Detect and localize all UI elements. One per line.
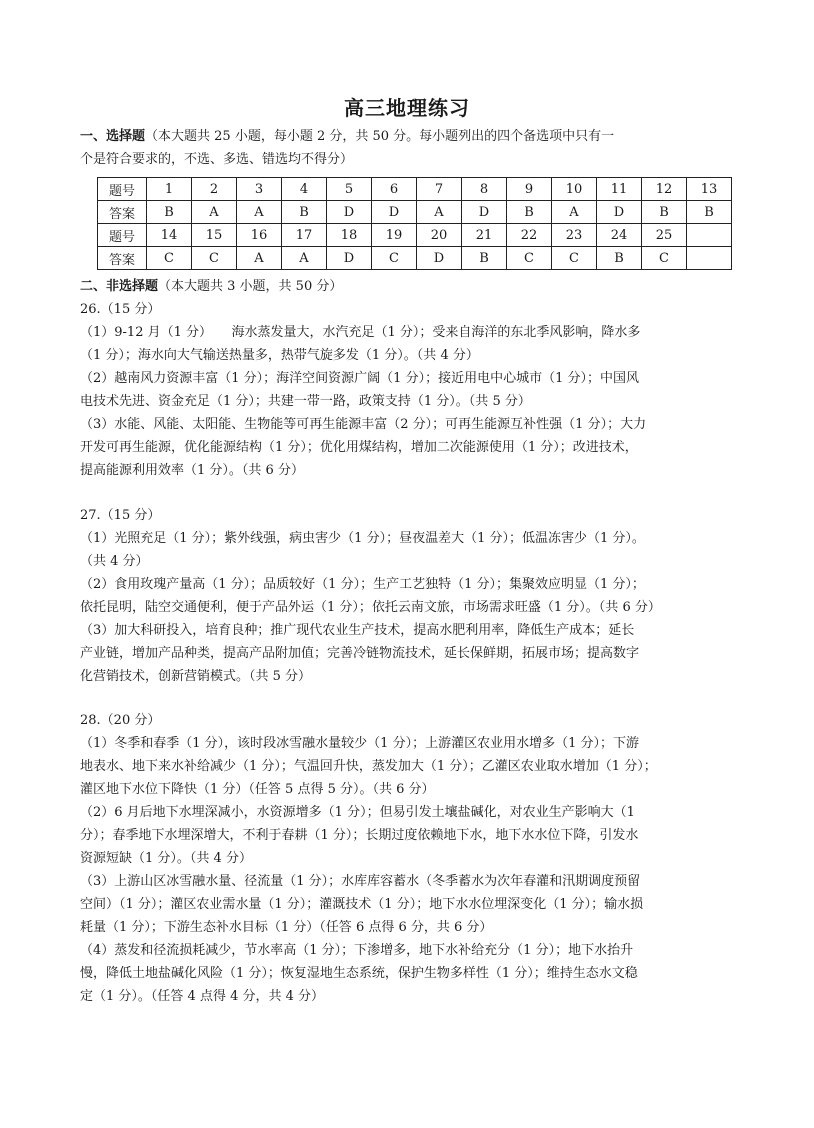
question-number-cell: 1 xyxy=(147,178,192,201)
answer-cell: C xyxy=(552,247,597,270)
row-header-cell: 题号 xyxy=(98,178,147,201)
answer-cell: C xyxy=(192,247,237,270)
answer-cell: D xyxy=(597,201,642,224)
answer-cell: D xyxy=(372,201,417,224)
answer-cell: C xyxy=(507,247,552,270)
q28-text-line: 灌区地下水位下降快（1 分）（任答 5 点得 5 分）。（共 6 分） xyxy=(80,782,435,797)
answer-table-row xyxy=(98,178,732,201)
answer-cell: B xyxy=(597,247,642,270)
question-number-cell: 8 xyxy=(462,178,507,201)
answer-table-row xyxy=(98,201,732,224)
q27-text-line: 产业链，增加产品种类，提高产品附加值；完善冷链物流技术，延长保鲜期，拓展市场；提高数字 xyxy=(80,646,640,661)
question-number-cell: 2 xyxy=(192,178,237,201)
question-number-cell: 23 xyxy=(552,224,597,247)
q27-text-line: （共 4 分） xyxy=(80,554,149,569)
q27-text-line: （1）光照充足（1 分）；紫外线强，病虫害少（1 分）；昼夜温差大（1 分）；低温冻害少（1 分）。 xyxy=(80,531,645,546)
q28-text-line: （4）蒸发和径流损耗减少，节水率高（1 分）；下渗增多，地下水补给充分（1 分）；地下水抬升 xyxy=(80,943,634,958)
answer-cell: B xyxy=(642,201,687,224)
question-number-cell: 6 xyxy=(372,178,417,201)
q27-text-line: 化营销技术，创新营销模式。（共 5 分） xyxy=(80,669,312,684)
answer-cell: A xyxy=(552,201,597,224)
q26-text-line: （2）越南风力资源丰富（1 分）；海洋空间资源广阔（1 分）；接近用电中心城市（1 分）；中国风 xyxy=(80,371,639,386)
q28-text-line: 耗量（1 分）；下游生态补水目标（1 分）（任答 6 点得 6 分，共 6 分） xyxy=(80,920,493,935)
q28-text-line: 定（1 分）。（任答 4 点得 4 分，共 4 分） xyxy=(80,989,325,1004)
question-number-cell: 14 xyxy=(147,224,192,247)
page-title: 高三地理练习 xyxy=(344,96,470,120)
question-number-cell: 5 xyxy=(327,178,372,201)
section1-intro-line1 xyxy=(80,126,736,149)
q27-text-line: （3）加大科研投入，培育良种；推广现代农业生产技术，提高水肥利用率，降低生产成本；延长 xyxy=(80,623,635,638)
q27-text-line: （2）食用玫瑰产量高（1 分）；品质较好（1 分）；生产工艺独特（1 分）；集聚效应明显（1 分）； xyxy=(80,577,645,592)
question-number-cell: 16 xyxy=(237,224,282,247)
question-number-cell: 24 xyxy=(597,224,642,247)
answer-cell: D xyxy=(327,247,372,270)
question-number-cell: 11 xyxy=(597,178,642,201)
answer-cell: C xyxy=(642,247,687,270)
question-number-cell: 17 xyxy=(282,224,327,247)
q28-text-line: 空间）（1 分）；灌区农业需水量（1 分）；灌溉技术（1 分）；地下水水位埋深变化（1 分）；输水损 xyxy=(80,897,644,912)
q28-text-line: 资源短缺（1 分）。（共 4 分） xyxy=(80,851,252,866)
q26-text-line: 提高能源利用效率（1 分）。（共 6 分） xyxy=(80,463,304,478)
question-number-cell: 3 xyxy=(237,178,282,201)
question-number-cell: 10 xyxy=(552,178,597,201)
q26-text-line: 电技术先进、资金充足（1 分）；共建一带一路，政策支持（1 分）。（共 5 分） xyxy=(80,394,531,409)
answer-cell: B xyxy=(687,201,732,224)
question-number-cell: 20 xyxy=(417,224,462,247)
answer-table xyxy=(97,177,732,270)
answer-cell xyxy=(687,247,732,270)
answer-cell: A xyxy=(237,201,282,224)
question-number-cell: 15 xyxy=(192,224,237,247)
question-number-cell: 12 xyxy=(642,178,687,201)
q26-text-line: 开发可再生能源，优化能源结构（1 分）；优化用煤结构，增加二次能源使用（1 分）；改进技术， xyxy=(80,440,638,455)
section1-desc-line1: （本大题共 25 小题，每小题 2 分，共 50 分。每小题列出的四个备选项中只有一 xyxy=(145,129,615,144)
question-number-cell: 22 xyxy=(507,224,552,247)
q28-text-line: 慢，降低土地盐碱化风险（1 分）；恢复湿地生态系统，保护生物多样性（1 分）；维持生态水文稳 xyxy=(80,966,638,981)
q26-text-line: （3）水能、风能、太阳能、生物能等可再生能源丰富（2 分）；可再生能源互补性强（1 分）；大力 xyxy=(80,417,647,432)
section1-heading: 一、选择题 xyxy=(80,129,146,144)
section1-desc-line2: 个是符合要求的，不选、多选、错选均不得分） xyxy=(80,152,354,167)
answer-cell: A xyxy=(192,201,237,224)
answer-cell: A xyxy=(417,201,462,224)
question-number-cell: 9 xyxy=(507,178,552,201)
question-number-cell: 21 xyxy=(462,224,507,247)
q26-text-line: （1）9-12 月（1 分） 海水蒸发量大，水汽充足（1 分）；受来自海洋的东北季风影响，降水多 xyxy=(80,325,641,340)
answer-cell: B xyxy=(462,247,507,270)
row-header-cell: 答案 xyxy=(98,247,147,270)
question-number-cell: 19 xyxy=(372,224,417,247)
q28-text-line: 分）；春季地下水埋深增大，不利于春耕（1 分）；长期过度依赖地下水，地下水水位下降，引发水 xyxy=(80,828,639,843)
q27-text-line: 依托昆明，陆空交通便利，便于产品外运（1 分）；依托云南文旅，市场需求旺盛（1 分）。（共 6 分） xyxy=(80,600,661,615)
section2-intro xyxy=(80,276,736,299)
answer-cell: B xyxy=(147,201,192,224)
section2-heading: 二、非选择题 xyxy=(80,279,159,294)
answer-cell: C xyxy=(147,247,192,270)
q27-heading: 27.（15 分） xyxy=(80,508,161,523)
answer-cell: D xyxy=(327,201,372,224)
answer-table-row xyxy=(98,247,732,270)
answer-cell: A xyxy=(237,247,282,270)
q26-text-line: （1 分）；海水向大气输送热量多，热带气旋多发（1 分）。（共 4 分） xyxy=(80,348,479,363)
question-number-cell xyxy=(687,224,732,247)
answer-table-row xyxy=(98,224,732,247)
section2-desc: （本大题共 3 小题，共 50 分） xyxy=(158,279,343,294)
row-header-cell: 题号 xyxy=(98,224,147,247)
answer-cell: D xyxy=(417,247,462,270)
q28-text-line: （3）上游山区冰雪融水量、径流量（1 分）；水库库容蓄水（冬季蓄水为次年春灌和汛期调度预留 xyxy=(80,874,641,889)
answer-cell: A xyxy=(282,247,327,270)
question-number-cell: 13 xyxy=(687,178,732,201)
q28-text-line: （2）6 月后地下水埋深减小，水资源增多（1 分）；但易引发土壤盐碱化，对农业生产影响大（1 xyxy=(80,805,635,820)
row-header-cell: 答案 xyxy=(98,201,147,224)
answer-cell: B xyxy=(507,201,552,224)
question-number-cell: 18 xyxy=(327,224,372,247)
question-number-cell: 4 xyxy=(282,178,327,201)
question-number-cell: 25 xyxy=(642,224,687,247)
answer-cell: C xyxy=(372,247,417,270)
q28-text-line: 地表水、地下来水补给减少（1 分）；气温回升快，蒸发加大（1 分）；乙灌区农业取水增加（1 分）； xyxy=(80,759,657,774)
answer-cell: B xyxy=(282,201,327,224)
q28-heading: 28.（20 分） xyxy=(80,713,161,728)
question-number-cell: 7 xyxy=(417,178,462,201)
q28-text-line: （1）冬季和春季（1 分），该时段冰雪融水量较少（1 分）；上游灌区农业用水增多（1 分）；下游 xyxy=(80,736,639,751)
q26-heading: 26.（15 分） xyxy=(80,302,161,317)
answer-cell: D xyxy=(462,201,507,224)
